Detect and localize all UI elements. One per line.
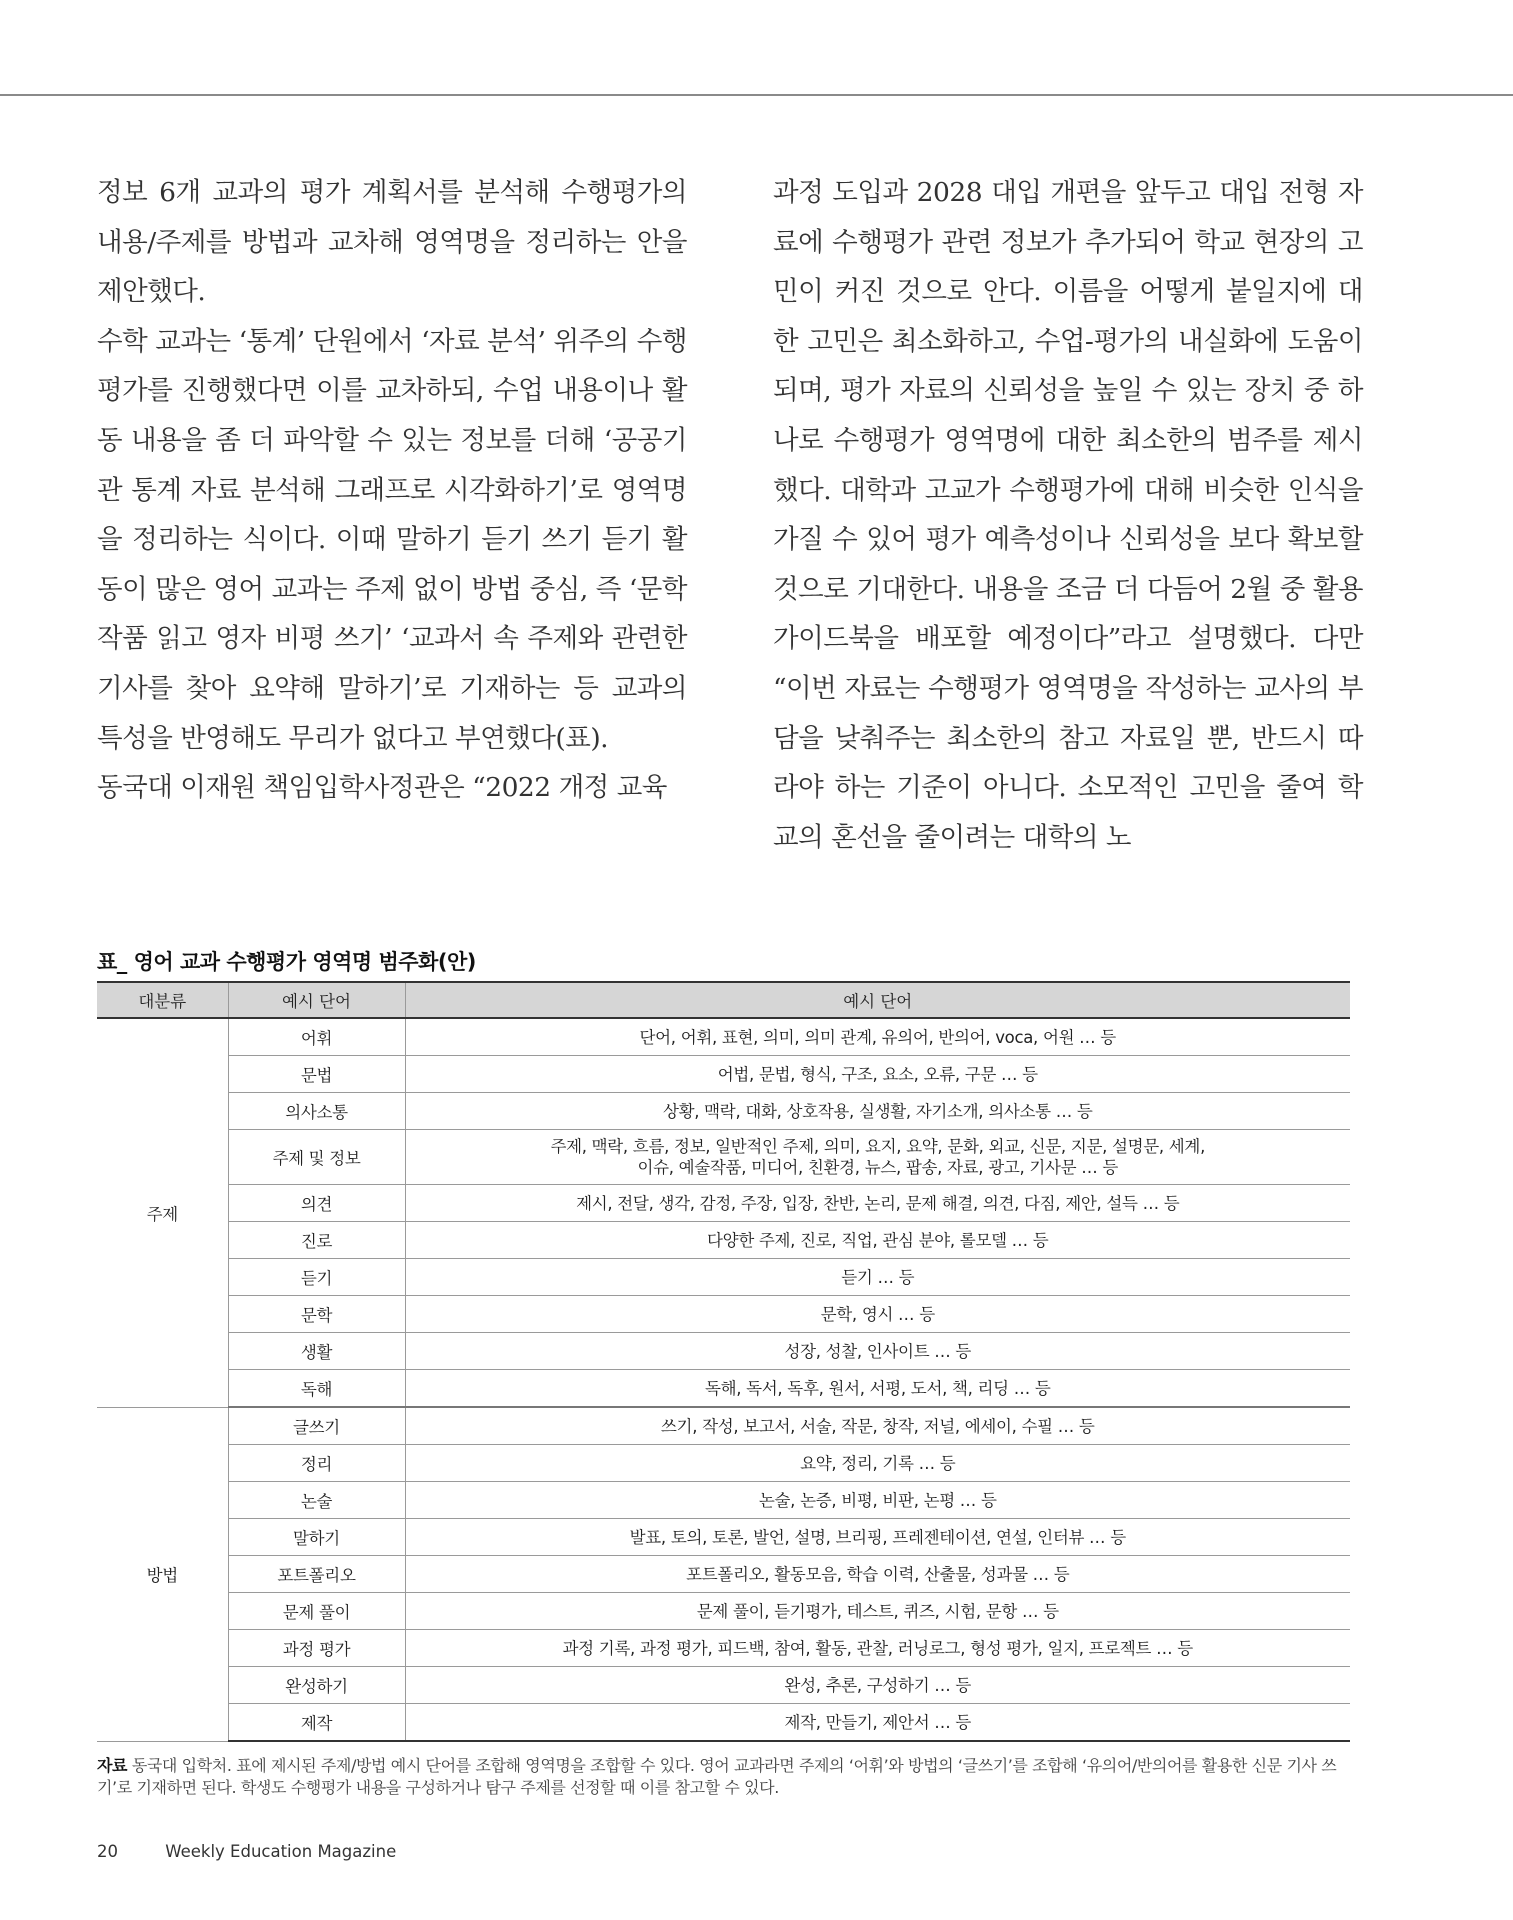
examples-cell: 문제 풀이, 듣기평가, 테스트, 퀴즈, 시험, 문항 … 등 (405, 1593, 1350, 1630)
table-row (97, 1407, 1350, 1445)
table-row (97, 1519, 1350, 1556)
table-source-note (97, 1755, 1350, 1799)
term-cell: 정리 (228, 1445, 405, 1482)
term-cell: 생활 (228, 1333, 405, 1370)
examples-cell: 독해, 독서, 독후, 원서, 서평, 도서, 책, 리딩 … 등 (405, 1370, 1350, 1408)
table-row (97, 1130, 1350, 1185)
table-row (97, 1482, 1350, 1519)
header-examples: 예시 단어 (405, 982, 1350, 1018)
examples-cell: 듣기 … 등 (405, 1259, 1350, 1296)
category-cell: 주제 (97, 1018, 228, 1407)
examples-cell: 성장, 성찰, 인사이트 … 등 (405, 1333, 1350, 1370)
examples-cell: 과정 기록, 과정 평가, 피드백, 참여, 활동, 관찰, 러닝로그, 형성 평가, 일지, 프로젝트 … 등 (405, 1630, 1350, 1667)
examples-cell: 단어, 어휘, 표현, 의미, 의미 관계, 유의어, 반의어, voca, 어원 … 등 (405, 1018, 1350, 1056)
article-paragraph: 정보 6개 교과의 평가 계획서를 분석해 수행평가의 내용/주제를 방법과 교차해 영역명을 정리하는 안을 제안했다. (97, 177, 687, 308)
table-row (97, 1556, 1350, 1593)
term-cell: 포트폴리오 (228, 1556, 405, 1593)
examples-cell: 주제, 맥락, 흐름, 정보, 일반적인 주제, 의미, 요지, 요약, 문화, 외교, 신문, 지문, 설명문, 세계, 이슈, 예술작품, 미디어, 친환경, 뉴스, 팝송, 자료, 광고, 기사문 … 등 (405, 1130, 1350, 1185)
table-row (97, 1667, 1350, 1704)
article-column-right (773, 168, 1363, 862)
article-paragraph: 과정 도입과 2028 대입 개편을 앞두고 대입 전형 자료에 수행평가 관련 정보가 추가되어 학교 현장의 고민이 커진 것으로 안다. 이름을 어떻게 붙일지에 대한 고민은 최소화하고, 수업-평가의 내실화에 도움이 되며, 평가 자료의 신뢰성을 높일 수 있는 장치 중 하나로 수행평가 영역명에 대한 최소한의 범주를 제시했다. 대학과 고교가 수행평가에 대해 비슷한 인식을 가질 수 있어 평가 예측성이나 신뢰성을 보다 확보할 것으로 기대한다. 내용을 조금 더 다듬어 2월 중 활용 가이드북을 배포할 예정이다”라고 설명했다. 다만 “이번 자료는 수행평가 영역명을 작성하는 교사의 부담을 낮춰주는 최소한의 참고 자료일 뿐, 반드시 따라야 하는 기준이 아니다. 소모적인 고민을 줄여 학교의 혼선을 줄이려는 대학의 노 (773, 177, 1363, 853)
examples-cell: 논술, 논증, 비평, 비판, 논평 … 등 (405, 1482, 1350, 1519)
table-row (97, 1185, 1350, 1222)
examples-cell: 발표, 토의, 토론, 발언, 설명, 브리핑, 프레젠테이션, 연설, 인터뷰 … 등 (405, 1519, 1350, 1556)
table-row (97, 1222, 1350, 1259)
term-cell: 독해 (228, 1370, 405, 1408)
article-paragraph: 수학 교과는 ‘통계’ 단원에서 ‘자료 분석’ 위주의 수행평가를 진행했다면 이를 교차하되, 수업 내용이나 활동 내용을 좀 더 파악할 수 있는 정보를 더해 ‘공공기관 통계 자료 분석해 그래프로 시각화하기’로 영역명을 정리하는 식이다. 이때 말하기 듣기 쓰기 듣기 활동이 많은 영어 교과는 주제 없이 방법 중심, 즉 ‘문학 작품 읽고 영자 비평 쓰기’ ‘교과서 속 주제와 관련한 기사를 찾아 요약해 말하기’로 기재하는 등 교과의 특성을 반영해도 무리가 없다고 부연했다(표). (97, 325, 687, 754)
term-cell: 주제 및 정보 (228, 1130, 405, 1185)
term-cell: 글쓰기 (228, 1407, 405, 1445)
term-cell: 어휘 (228, 1018, 405, 1056)
article-paragraph: 동국대 이재원 책임입학사정관은 “2022 개정 교육 (97, 772, 667, 804)
source-text: 동국대 입학처. 표에 제시된 주제/방법 예시 단어를 조합해 영역명을 조합할 수 있다. 영어 교과라면 주제의 ‘어휘’와 방법의 ‘글쓰기’를 조합해 ‘유의어/반의어를 활용한 신문 기사 쓰기’로 기재하면 된다. 학생도 수행평가 내용을 구성하거나 탐구 주제를 선정할 때 이를 참고할 수 있다. (97, 1756, 1337, 1797)
term-cell: 말하기 (228, 1519, 405, 1556)
term-cell: 과정 평가 (228, 1630, 405, 1667)
table-row (97, 1333, 1350, 1370)
term-cell: 문법 (228, 1056, 405, 1093)
table-row (97, 1093, 1350, 1130)
term-cell: 진로 (228, 1222, 405, 1259)
term-cell: 의견 (228, 1185, 405, 1222)
examples-cell: 제작, 만들기, 제안서 … 등 (405, 1704, 1350, 1742)
table-row (97, 1370, 1350, 1408)
table-row (97, 1018, 1350, 1056)
examples-cell: 문학, 영시 … 등 (405, 1296, 1350, 1333)
page-footer (97, 1842, 396, 1861)
term-cell: 완성하기 (228, 1667, 405, 1704)
category-cell: 방법 (97, 1407, 228, 1741)
examples-cell: 제시, 전달, 생각, 감정, 주장, 입장, 찬반, 논리, 문제 해결, 의견, 다짐, 제안, 설득 … 등 (405, 1185, 1350, 1222)
article-column-left (97, 168, 687, 813)
term-cell: 의사소통 (228, 1093, 405, 1130)
table-title: 표_ 영어 교과 수행평가 영역명 범주화(안) (97, 950, 476, 974)
header-term: 예시 단어 (228, 982, 405, 1018)
header-category: 대분류 (97, 982, 228, 1018)
table-row (97, 1056, 1350, 1093)
term-cell: 문제 풀이 (228, 1593, 405, 1630)
examples-cell: 다양한 주제, 진로, 직업, 관심 분야, 롤모델 … 등 (405, 1222, 1350, 1259)
term-cell: 논술 (228, 1482, 405, 1519)
term-cell: 문학 (228, 1296, 405, 1333)
examples-cell: 요약, 정리, 기록 … 등 (405, 1445, 1350, 1482)
table-row (97, 1296, 1350, 1333)
source-label: 자료 (97, 1756, 128, 1775)
table-row (97, 1704, 1350, 1742)
examples-cell: 쓰기, 작성, 보고서, 서술, 작문, 창작, 저널, 에세이, 수필 … 등 (405, 1407, 1350, 1445)
examples-cell: 어법, 문법, 형식, 구조, 요소, 오류, 구문 … 등 (405, 1056, 1350, 1093)
top-rule (0, 94, 1513, 96)
page-number: 20 (97, 1842, 118, 1861)
table-body (97, 1018, 1350, 1741)
table-header-row (97, 982, 1350, 1018)
term-cell: 제작 (228, 1704, 405, 1742)
publication-name: Weekly Education Magazine (165, 1842, 397, 1861)
term-cell: 듣기 (228, 1259, 405, 1296)
rubric-table (97, 981, 1350, 1742)
examples-cell: 완성, 추론, 구성하기 … 등 (405, 1667, 1350, 1704)
table-row (97, 1593, 1350, 1630)
table-row (97, 1630, 1350, 1667)
table-row (97, 1259, 1350, 1296)
examples-cell: 포트폴리오, 활동모음, 학습 이력, 산출물, 성과물 … 등 (405, 1556, 1350, 1593)
table-row (97, 1445, 1350, 1482)
examples-cell: 상황, 맥락, 대화, 상호작용, 실생활, 자기소개, 의사소통 … 등 (405, 1093, 1350, 1130)
